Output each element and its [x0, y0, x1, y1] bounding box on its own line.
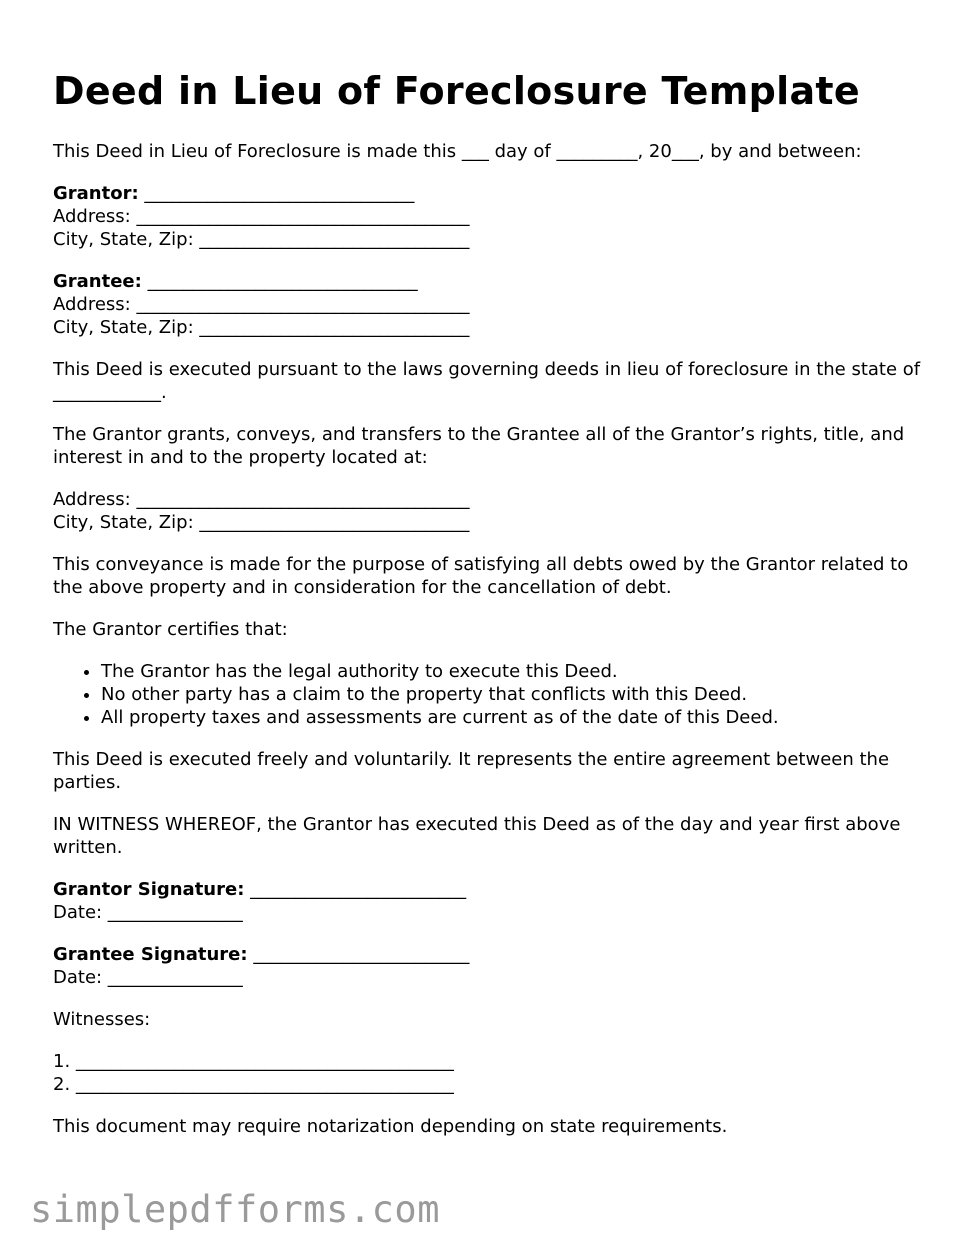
witness-line-2: 2. __________________________________________	[53, 1074, 454, 1095]
list-item: • All property taxes and assessments are current as of the date of this Deed.	[101, 706, 933, 729]
grantee-city-line: City, State, Zip: ______________________________	[53, 317, 470, 338]
property-city-line: City, State, Zip: ______________________________	[53, 512, 470, 533]
grantor-address-line: Address: _____________________________________	[53, 206, 470, 227]
property-address-line: Address: _____________________________________	[53, 489, 470, 510]
witness-line-1: 1. __________________________________________	[53, 1051, 454, 1072]
document-page	[53, 68, 933, 1157]
list-item: • The Grantor has the legal authority to execute this Deed.	[101, 660, 933, 683]
watermark: simplepdfforms.com	[30, 1188, 440, 1231]
witness-whereof-paragraph: IN WITNESS WHEREOF, the Grantor has executed this Deed as of the day and year first above written.	[53, 814, 901, 858]
grantee-signature-line	[53, 943, 933, 966]
grantee-signature-label: Grantee Signature:	[53, 944, 248, 965]
grantee-name-line	[53, 270, 933, 293]
grantor-date-line: Date: _______________	[53, 902, 243, 923]
grantor-section	[53, 182, 933, 251]
conveyance-paragraph: This conveyance is made for the purpose of satisfying all debts owed by the Grantor related to the above property and in consideration for the cancellation of debt.	[53, 554, 909, 598]
grantor-name-line	[53, 182, 933, 205]
witnesses-label: Witnesses:	[53, 1009, 151, 1030]
property-section	[53, 488, 933, 534]
grantor-label: Grantor:	[53, 183, 139, 204]
grantor-signature-section	[53, 878, 933, 924]
grantee-date-line: Date: _______________	[53, 967, 243, 988]
laws-paragraph: This Deed is executed pursuant to the laws governing deeds in lieu of foreclosure in the state of ____________.	[53, 359, 921, 403]
grant-paragraph: The Grantor grants, conveys, and transfers to the Grantee all of the Grantor’s rights, title, and interest in and to the property located at:	[53, 424, 905, 468]
grantor-city-line: City, State, Zip: ______________________________	[53, 229, 470, 250]
grantee-address-line: Address: _____________________________________	[53, 294, 470, 315]
grantee-signature-section	[53, 943, 933, 989]
page-title: Deed in Lieu of Foreclosure Template	[53, 69, 860, 113]
witness-lines	[53, 1050, 933, 1096]
grantee-name-blank: ______________________________	[141, 271, 418, 292]
grantor-name-blank: ______________________________	[138, 183, 415, 204]
grantor-signature-blank: ________________________	[244, 879, 467, 900]
freely-paragraph: This Deed is executed freely and voluntarily. It represents the entire agreement between the parties.	[53, 749, 890, 793]
grantor-signature-label: Grantor Signature:	[53, 879, 245, 900]
list-item: • No other party has a claim to the property that conflicts with this Deed.	[101, 683, 933, 706]
grantee-label: Grantee:	[53, 271, 142, 292]
grantee-section	[53, 270, 933, 339]
certifies-intro: The Grantor certifies that:	[53, 619, 288, 640]
intro-paragraph: This Deed in Lieu of Foreclosure is made this ___ day of _________, 20___, by and between:	[53, 141, 862, 162]
certifications-list	[53, 660, 933, 729]
grantee-signature-blank: ________________________	[247, 944, 470, 965]
notarization-note: This document may require notarization depending on state requirements.	[53, 1116, 728, 1137]
grantor-signature-line	[53, 878, 933, 901]
